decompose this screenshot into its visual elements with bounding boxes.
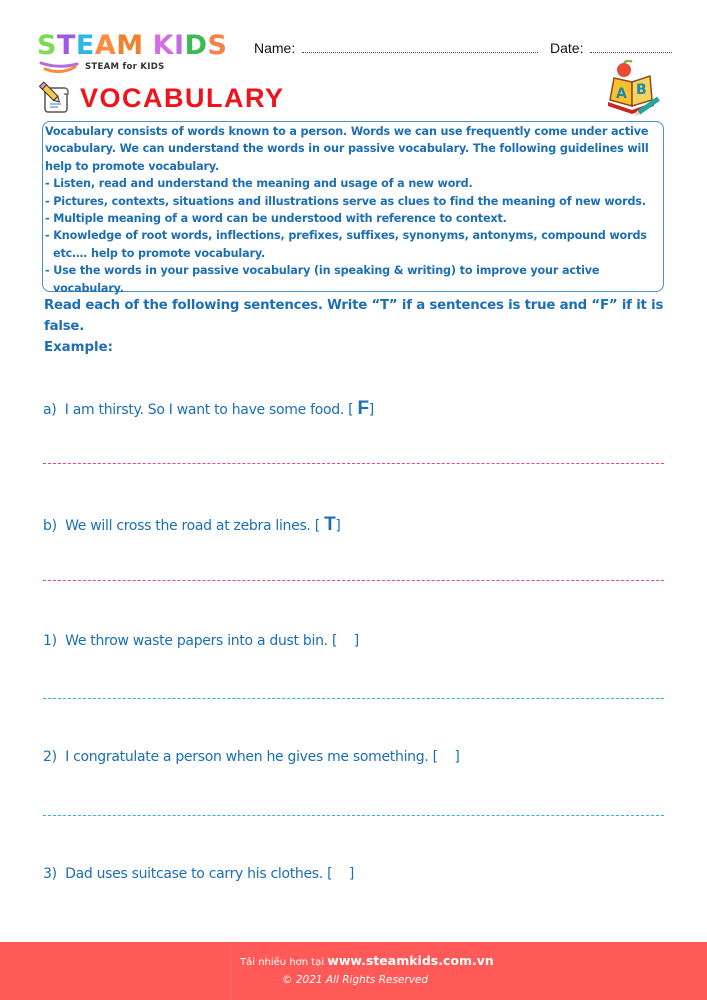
item-sentence: I am thirsty. So I want to have some food. [ [64, 402, 354, 418]
name-input-line[interactable] [302, 52, 538, 53]
item-close-bracket: ] [344, 866, 355, 882]
footer [0, 942, 707, 1000]
svg-text:A: A [616, 86, 627, 102]
footer-prefix: Tải nhiều hơn tại [240, 957, 328, 968]
pencil-scroll-icon [36, 80, 72, 114]
info-guideline: - Knowledge of root words, inflections, prefixes, suffixes, synonyms, antonyms, compound words [45, 229, 647, 243]
answer-line [43, 815, 664, 816]
footer-copyright: © 2021 All Rights Reserved [282, 974, 429, 986]
instruction-text: Read each of the following sentences. Write “T” if a sentences is true and “F” if it is false. [44, 298, 664, 334]
info-guideline: - Pictures, contexts, situations and illustrations serve as clues to find the meaning of new words. [45, 194, 646, 208]
logo-letter: D [184, 30, 208, 61]
example-label: Example: [44, 340, 113, 355]
logo-letter: M [116, 30, 144, 61]
item-label: 1) [43, 633, 57, 649]
item-close-bracket: ] [349, 633, 359, 649]
item-label: b) [43, 518, 57, 534]
item-sentence: We will cross the road at zebra lines. [ [65, 518, 320, 534]
footer-download-text [240, 953, 494, 968]
info-guideline: - Multiple meaning of a word can be understood with reference to context. [45, 212, 507, 226]
logo-letter: I [174, 30, 185, 61]
item-close-bracket: ] [450, 749, 460, 765]
info-guideline-cont: etc…. help to promote vocabulary. [53, 246, 266, 260]
logo-letter: S [207, 30, 228, 61]
logo-letter: A [94, 30, 117, 61]
steam-kids-logo [37, 31, 237, 73]
item-close-bracket: ] [368, 402, 374, 418]
item-label: 2) [43, 749, 57, 765]
abc-book-icon [606, 60, 662, 116]
info-guideline-cont: vocabulary. [53, 281, 124, 295]
info-line: help to promote vocabulary. [45, 159, 220, 173]
info-line: Vocabulary consists of words known to a person. Words we can use frequently come under active [45, 125, 649, 138]
logo-letter: E [75, 30, 95, 61]
logo-letter: T [56, 30, 76, 61]
name-label: Name: [254, 40, 296, 56]
example-item-a [43, 398, 374, 420]
item-sentence: I congratulate a person when he gives me something. [ [65, 749, 438, 765]
date-input-line[interactable] [590, 52, 672, 53]
item-sentence: We throw waste papers into a dust bin. [ [65, 633, 338, 649]
item-sentence: Dad uses suitcase to carry his clothes. [ [65, 866, 333, 882]
info-guideline: - Use the words in your passive vocabulary (in speaking & writing) to improve your active [45, 264, 600, 278]
question-item-3 [43, 866, 354, 882]
footer-divider [230, 942, 231, 1000]
answer-box[interactable]: T [324, 514, 336, 535]
logo-wordmark [37, 31, 227, 61]
logo-letter: S [37, 30, 57, 61]
svg-text:B: B [636, 82, 647, 98]
question-item-1 [43, 633, 359, 649]
answer-box[interactable] [438, 749, 450, 765]
logo-letter: K [152, 30, 175, 61]
answer-box[interactable] [337, 633, 349, 649]
logo-swoosh-icon [39, 61, 79, 75]
answer-box[interactable] [332, 866, 344, 882]
question-item-2 [43, 749, 460, 765]
logo-subtitle: STEAM for KIDS [85, 62, 165, 72]
item-label: a) [43, 402, 57, 418]
example-item-b [43, 514, 341, 536]
page-title: VOCABULARY [80, 83, 285, 113]
answer-line [43, 698, 664, 699]
info-guideline: - Listen, read and understand the meaning and usage of a new word. [45, 177, 473, 191]
answer-line [43, 463, 664, 464]
answer-line [43, 580, 664, 581]
date-label: Date: [550, 40, 584, 56]
info-line: vocabulary. We can understand the words in our passive vocabulary. The following guidelines will [45, 142, 649, 156]
answer-box[interactable]: F [357, 398, 369, 419]
footer-website-link[interactable]: www.steamkids.com.vn [327, 953, 494, 968]
item-label: 3) [43, 866, 57, 882]
vocabulary-info-box [42, 121, 664, 295]
item-close-bracket: ] [335, 518, 341, 534]
